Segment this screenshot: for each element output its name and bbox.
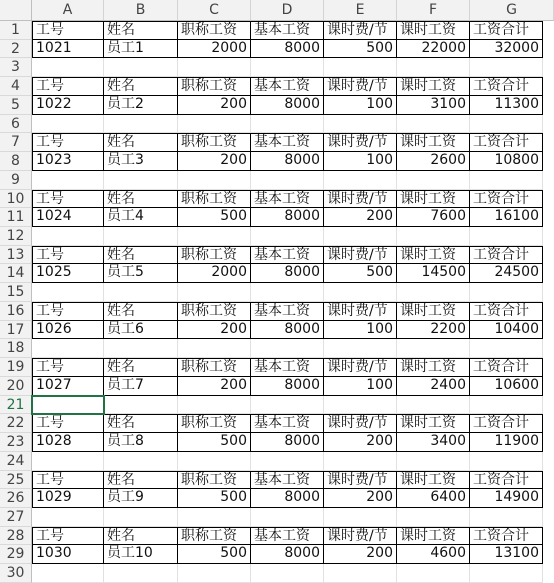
row-header-7[interactable]: 7	[0, 133, 32, 152]
row-header-14[interactable]: 14	[0, 264, 32, 283]
empty-cell[interactable]	[178, 564, 251, 583]
row-header-8[interactable]: 8	[0, 152, 32, 171]
row-header-27[interactable]: 27	[0, 508, 32, 527]
table-header-cell[interactable]: 基本工资	[251, 246, 324, 265]
table-cell[interactable]: 1028	[32, 433, 104, 452]
empty-cell[interactable]	[324, 58, 397, 77]
table-cell[interactable]: 200	[324, 489, 397, 508]
table-header-cell[interactable]: 基本工资	[251, 527, 324, 546]
empty-cell[interactable]	[178, 452, 251, 471]
table-cell[interactable]: 500	[324, 40, 397, 59]
empty-cell[interactable]	[32, 564, 104, 583]
table-cell[interactable]: 13100	[470, 545, 543, 564]
table-header-cell[interactable]: 工资合计	[470, 358, 543, 377]
table-cell[interactable]: 100	[324, 96, 397, 115]
column-header-a[interactable]: A	[32, 0, 104, 21]
row-header-29[interactable]: 29	[0, 545, 32, 564]
table-header-cell[interactable]: 课时工资	[397, 358, 470, 377]
row-header-28[interactable]: 28	[0, 527, 32, 546]
table-cell[interactable]: 200	[324, 545, 397, 564]
table-header-cell[interactable]: 课时工资	[397, 414, 470, 433]
empty-cell[interactable]	[251, 171, 324, 190]
table-cell[interactable]: 200	[178, 152, 251, 171]
table-cell[interactable]: 10800	[470, 152, 543, 171]
row-header-13[interactable]: 13	[0, 246, 32, 265]
table-cell[interactable]: 员工4	[104, 208, 178, 227]
empty-cell[interactable]	[251, 452, 324, 471]
table-header-cell[interactable]: 职称工资	[178, 302, 251, 321]
empty-cell[interactable]	[324, 452, 397, 471]
row-header-19[interactable]: 19	[0, 358, 32, 377]
table-header-cell[interactable]: 工资合计	[470, 133, 543, 152]
empty-cell[interactable]	[397, 452, 470, 471]
table-cell[interactable]: 2200	[397, 321, 470, 340]
table-cell[interactable]: 200	[178, 377, 251, 396]
empty-cell[interactable]	[104, 171, 178, 190]
empty-cell[interactable]	[470, 58, 543, 77]
table-header-cell[interactable]: 职称工资	[178, 471, 251, 490]
table-cell[interactable]: 员工9	[104, 489, 178, 508]
table-cell[interactable]: 14500	[397, 264, 470, 283]
table-cell[interactable]: 8000	[251, 40, 324, 59]
table-cell[interactable]: 员工1	[104, 40, 178, 59]
table-cell[interactable]: 员工5	[104, 264, 178, 283]
row-header-16[interactable]: 16	[0, 302, 32, 321]
column-header-e[interactable]: E	[324, 0, 397, 21]
table-header-cell[interactable]: 基本工资	[251, 190, 324, 209]
table-cell[interactable]: 500	[178, 208, 251, 227]
table-cell[interactable]: 2600	[397, 152, 470, 171]
empty-cell[interactable]	[251, 283, 324, 302]
table-header-cell[interactable]: 工号	[32, 471, 104, 490]
table-cell[interactable]: 11300	[470, 96, 543, 115]
table-cell[interactable]: 8000	[251, 489, 324, 508]
table-header-cell[interactable]: 课时费/节	[324, 21, 397, 40]
table-cell[interactable]: 8000	[251, 321, 324, 340]
row-header-2[interactable]: 2	[0, 40, 32, 59]
table-cell[interactable]: 8000	[251, 152, 324, 171]
table-cell[interactable]: 1022	[32, 96, 104, 115]
table-cell[interactable]: 8000	[251, 208, 324, 227]
table-header-cell[interactable]: 课时费/节	[324, 471, 397, 490]
table-header-cell[interactable]: 工资合计	[470, 77, 543, 96]
table-header-cell[interactable]: 工号	[32, 358, 104, 377]
table-cell[interactable]: 员工10	[104, 545, 178, 564]
empty-cell[interactable]	[397, 564, 470, 583]
empty-cell[interactable]	[470, 396, 543, 415]
table-header-cell[interactable]: 工资合计	[470, 190, 543, 209]
table-header-cell[interactable]: 课时费/节	[324, 358, 397, 377]
empty-cell[interactable]	[251, 564, 324, 583]
table-header-cell[interactable]: 基本工资	[251, 77, 324, 96]
empty-cell[interactable]	[324, 396, 397, 415]
table-header-cell[interactable]: 职称工资	[178, 190, 251, 209]
table-cell[interactable]: 500	[324, 264, 397, 283]
table-header-cell[interactable]: 课时工资	[397, 133, 470, 152]
table-header-cell[interactable]: 课时费/节	[324, 414, 397, 433]
table-cell[interactable]: 1029	[32, 489, 104, 508]
empty-cell[interactable]	[104, 396, 178, 415]
table-header-cell[interactable]: 职称工资	[178, 21, 251, 40]
empty-cell[interactable]	[251, 508, 324, 527]
empty-cell[interactable]	[470, 115, 543, 134]
column-header-f[interactable]: F	[397, 0, 470, 21]
empty-cell[interactable]	[397, 283, 470, 302]
table-cell[interactable]: 24500	[470, 264, 543, 283]
row-header-21[interactable]: 21	[0, 396, 32, 415]
empty-cell[interactable]	[32, 115, 104, 134]
table-cell[interactable]: 员工2	[104, 96, 178, 115]
table-cell[interactable]: 8000	[251, 545, 324, 564]
empty-cell[interactable]	[470, 283, 543, 302]
table-cell[interactable]: 6400	[397, 489, 470, 508]
empty-cell[interactable]	[251, 396, 324, 415]
table-header-cell[interactable]: 课时工资	[397, 471, 470, 490]
table-cell[interactable]: 32000	[470, 40, 543, 59]
table-header-cell[interactable]: 职称工资	[178, 414, 251, 433]
selected-cell-a21[interactable]	[31, 395, 105, 416]
table-header-cell[interactable]: 姓名	[104, 133, 178, 152]
table-cell[interactable]: 3100	[397, 96, 470, 115]
table-cell[interactable]: 500	[178, 545, 251, 564]
empty-cell[interactable]	[104, 227, 178, 246]
row-header-15[interactable]: 15	[0, 283, 32, 302]
table-cell[interactable]: 14900	[470, 489, 543, 508]
table-header-cell[interactable]: 工号	[32, 302, 104, 321]
empty-cell[interactable]	[324, 508, 397, 527]
empty-cell[interactable]	[178, 339, 251, 358]
row-header-1[interactable]: 1	[0, 21, 32, 40]
empty-cell[interactable]	[32, 339, 104, 358]
table-cell[interactable]: 4600	[397, 545, 470, 564]
column-header-b[interactable]: B	[104, 0, 178, 21]
select-all-corner[interactable]	[0, 0, 32, 21]
empty-cell[interactable]	[104, 58, 178, 77]
empty-cell[interactable]	[324, 227, 397, 246]
empty-cell[interactable]	[32, 283, 104, 302]
empty-cell[interactable]	[397, 396, 470, 415]
table-cell[interactable]: 100	[324, 152, 397, 171]
column-header-d[interactable]: D	[251, 0, 324, 21]
table-header-cell[interactable]: 课时费/节	[324, 527, 397, 546]
table-header-cell[interactable]: 职称工资	[178, 246, 251, 265]
table-header-cell[interactable]: 职称工资	[178, 527, 251, 546]
empty-cell[interactable]	[397, 339, 470, 358]
row-header-9[interactable]: 9	[0, 171, 32, 190]
empty-cell[interactable]	[397, 58, 470, 77]
row-header-22[interactable]: 22	[0, 414, 32, 433]
table-cell[interactable]: 1024	[32, 208, 104, 227]
table-cell[interactable]: 2000	[178, 40, 251, 59]
row-header-12[interactable]: 12	[0, 227, 32, 246]
table-cell[interactable]: 8000	[251, 264, 324, 283]
table-header-cell[interactable]: 姓名	[104, 190, 178, 209]
empty-cell[interactable]	[178, 283, 251, 302]
empty-cell[interactable]	[104, 283, 178, 302]
column-header-g[interactable]: G	[470, 0, 554, 21]
table-cell[interactable]: 员工8	[104, 433, 178, 452]
row-header-3[interactable]: 3	[0, 58, 32, 77]
table-cell[interactable]: 1021	[32, 40, 104, 59]
table-cell[interactable]: 200	[178, 96, 251, 115]
row-header-18[interactable]: 18	[0, 339, 32, 358]
table-header-cell[interactable]: 姓名	[104, 414, 178, 433]
row-header-20[interactable]: 20	[0, 377, 32, 396]
empty-cell[interactable]	[470, 339, 543, 358]
row-header-24[interactable]: 24	[0, 452, 32, 471]
table-cell[interactable]: 200	[324, 208, 397, 227]
empty-cell[interactable]	[178, 227, 251, 246]
column-header-c[interactable]: C	[178, 0, 251, 21]
empty-cell[interactable]	[104, 564, 178, 583]
empty-cell[interactable]	[178, 508, 251, 527]
empty-cell[interactable]	[251, 115, 324, 134]
table-header-cell[interactable]: 工号	[32, 190, 104, 209]
table-cell[interactable]: 8000	[251, 377, 324, 396]
row-header-30[interactable]: 30	[0, 564, 32, 583]
table-cell[interactable]: 2000	[178, 264, 251, 283]
empty-cell[interactable]	[397, 171, 470, 190]
empty-cell[interactable]	[470, 227, 543, 246]
row-header-25[interactable]: 25	[0, 471, 32, 490]
table-header-cell[interactable]: 工资合计	[470, 302, 543, 321]
table-cell[interactable]: 11900	[470, 433, 543, 452]
table-header-cell[interactable]: 工资合计	[470, 471, 543, 490]
row-header-11[interactable]: 11	[0, 208, 32, 227]
table-header-cell[interactable]: 姓名	[104, 527, 178, 546]
row-header-4[interactable]: 4	[0, 77, 32, 96]
table-header-cell[interactable]: 姓名	[104, 246, 178, 265]
empty-cell[interactable]	[324, 564, 397, 583]
table-header-cell[interactable]: 工资合计	[470, 527, 543, 546]
table-header-cell[interactable]: 姓名	[104, 471, 178, 490]
empty-cell[interactable]	[324, 283, 397, 302]
table-cell[interactable]: 员工6	[104, 321, 178, 340]
table-cell[interactable]: 8000	[251, 96, 324, 115]
row-header-6[interactable]: 6	[0, 115, 32, 134]
table-header-cell[interactable]: 课时工资	[397, 21, 470, 40]
table-cell[interactable]: 7600	[397, 208, 470, 227]
table-header-cell[interactable]: 基本工资	[251, 21, 324, 40]
empty-cell[interactable]	[397, 115, 470, 134]
empty-cell[interactable]	[178, 115, 251, 134]
empty-cell[interactable]	[470, 564, 543, 583]
table-cell[interactable]: 3400	[397, 433, 470, 452]
table-cell[interactable]: 500	[178, 489, 251, 508]
table-cell[interactable]: 员工3	[104, 152, 178, 171]
table-header-cell[interactable]: 课时工资	[397, 77, 470, 96]
table-header-cell[interactable]: 基本工资	[251, 414, 324, 433]
empty-cell[interactable]	[32, 508, 104, 527]
empty-cell[interactable]	[104, 115, 178, 134]
table-cell[interactable]: 1026	[32, 321, 104, 340]
empty-cell[interactable]	[178, 396, 251, 415]
empty-cell[interactable]	[32, 171, 104, 190]
table-cell[interactable]: 16100	[470, 208, 543, 227]
table-cell[interactable]: 10600	[470, 377, 543, 396]
table-cell[interactable]: 10400	[470, 321, 543, 340]
empty-cell[interactable]	[104, 508, 178, 527]
table-header-cell[interactable]: 姓名	[104, 302, 178, 321]
table-cell[interactable]: 1023	[32, 152, 104, 171]
table-cell[interactable]: 1027	[32, 377, 104, 396]
table-cell[interactable]: 500	[178, 433, 251, 452]
empty-cell[interactable]	[32, 227, 104, 246]
empty-cell[interactable]	[251, 227, 324, 246]
empty-cell[interactable]	[324, 115, 397, 134]
table-cell[interactable]: 2400	[397, 377, 470, 396]
row-header-10[interactable]: 10	[0, 190, 32, 209]
empty-cell[interactable]	[470, 508, 543, 527]
empty-cell[interactable]	[470, 171, 543, 190]
table-header-cell[interactable]: 姓名	[104, 77, 178, 96]
table-header-cell[interactable]: 基本工资	[251, 471, 324, 490]
table-header-cell[interactable]: 工号	[32, 133, 104, 152]
empty-cell[interactable]	[104, 339, 178, 358]
row-header-23[interactable]: 23	[0, 433, 32, 452]
table-header-cell[interactable]: 工号	[32, 414, 104, 433]
table-header-cell[interactable]: 基本工资	[251, 302, 324, 321]
empty-cell[interactable]	[324, 339, 397, 358]
table-header-cell[interactable]: 课时工资	[397, 246, 470, 265]
table-header-cell[interactable]: 姓名	[104, 358, 178, 377]
row-header-5[interactable]: 5	[0, 96, 32, 115]
table-cell[interactable]: 100	[324, 377, 397, 396]
table-header-cell[interactable]: 课时费/节	[324, 133, 397, 152]
table-header-cell[interactable]: 课时工资	[397, 302, 470, 321]
table-cell[interactable]: 22000	[397, 40, 470, 59]
table-header-cell[interactable]: 工号	[32, 77, 104, 96]
empty-cell[interactable]	[32, 452, 104, 471]
empty-cell[interactable]	[397, 227, 470, 246]
table-header-cell[interactable]: 工号	[32, 246, 104, 265]
table-header-cell[interactable]: 课时工资	[397, 527, 470, 546]
table-header-cell[interactable]: 职称工资	[178, 358, 251, 377]
row-header-17[interactable]: 17	[0, 321, 32, 340]
empty-cell[interactable]	[324, 171, 397, 190]
table-header-cell[interactable]: 职称工资	[178, 133, 251, 152]
table-cell[interactable]: 200	[178, 321, 251, 340]
table-cell[interactable]: 100	[324, 321, 397, 340]
table-cell[interactable]: 1025	[32, 264, 104, 283]
empty-cell[interactable]	[178, 171, 251, 190]
empty-cell[interactable]	[104, 452, 178, 471]
table-header-cell[interactable]: 工号	[32, 527, 104, 546]
table-header-cell[interactable]: 工号	[32, 21, 104, 40]
table-header-cell[interactable]: 课时费/节	[324, 302, 397, 321]
table-cell[interactable]: 8000	[251, 433, 324, 452]
table-cell[interactable]: 1030	[32, 545, 104, 564]
empty-cell[interactable]	[32, 58, 104, 77]
table-header-cell[interactable]: 姓名	[104, 21, 178, 40]
table-header-cell[interactable]: 课时费/节	[324, 77, 397, 96]
table-header-cell[interactable]: 课时费/节	[324, 246, 397, 265]
table-header-cell[interactable]: 工资合计	[470, 21, 543, 40]
empty-cell[interactable]	[178, 58, 251, 77]
table-header-cell[interactable]: 职称工资	[178, 77, 251, 96]
row-header-26[interactable]: 26	[0, 489, 32, 508]
table-header-cell[interactable]: 基本工资	[251, 358, 324, 377]
table-header-cell[interactable]: 工资合计	[470, 246, 543, 265]
table-header-cell[interactable]: 工资合计	[470, 414, 543, 433]
table-header-cell[interactable]: 课时费/节	[324, 190, 397, 209]
table-cell[interactable]: 员工7	[104, 377, 178, 396]
empty-cell[interactable]	[251, 339, 324, 358]
table-header-cell[interactable]: 基本工资	[251, 133, 324, 152]
table-header-cell[interactable]: 课时工资	[397, 190, 470, 209]
empty-cell[interactable]	[470, 452, 543, 471]
empty-cell[interactable]	[397, 508, 470, 527]
table-cell[interactable]: 200	[324, 433, 397, 452]
empty-cell[interactable]	[251, 58, 324, 77]
